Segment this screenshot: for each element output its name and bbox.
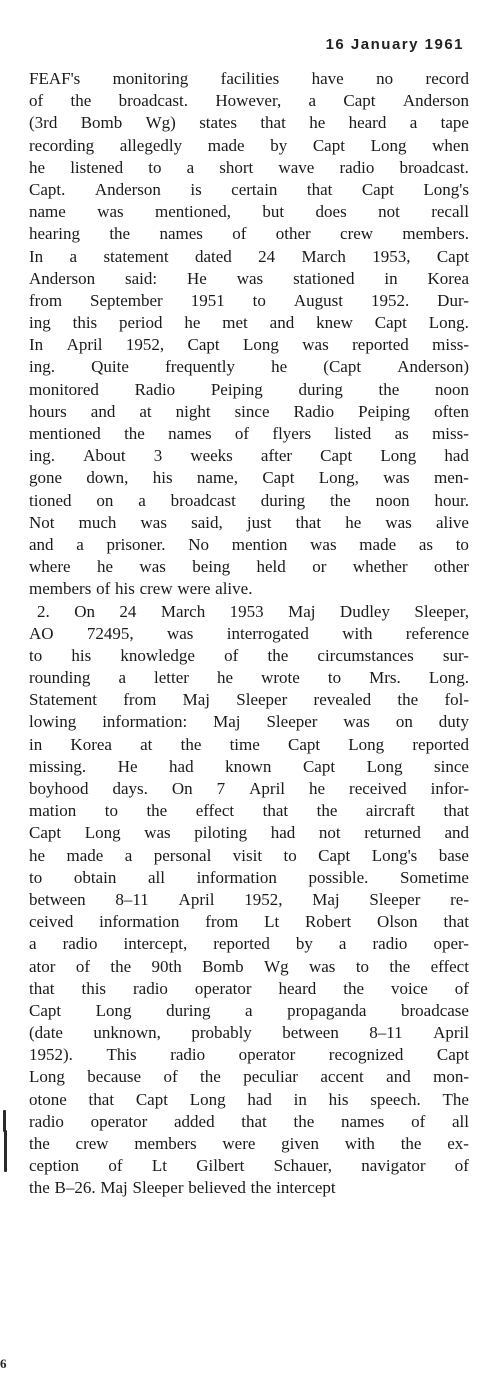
body-text xyxy=(29,68,469,1200)
text-line: (date unknown, probably between 8–11 April xyxy=(29,1023,469,1043)
text-line: Statement from Maj Sleeper revealed the fol- xyxy=(29,690,469,710)
margin-mark xyxy=(4,1130,7,1172)
text-line: hours and at night since Radio Peiping often xyxy=(29,401,469,421)
text-line: hearing the names of other crew members. xyxy=(29,224,469,244)
text-line: ception of Lt Gilbert Schauer, navigator of xyxy=(29,1156,469,1176)
text-line: of the broadcast. However, a Capt Anderson xyxy=(29,91,469,111)
document-date: 16 January 1961 xyxy=(325,36,464,53)
text-line: the B–26. Maj Sleeper believed the intercept xyxy=(29,1178,336,1198)
text-line: tioned on a broadcast during the noon hour. xyxy=(29,490,469,510)
text-line: ing. Quite frequently he (Capt Anderson) xyxy=(29,357,469,377)
margin-mark xyxy=(3,1110,6,1132)
text-line: ceived information from Lt Robert Olson that xyxy=(29,912,469,932)
text-line: Capt Long was piloting had not returned and xyxy=(29,823,469,843)
text-line: between 8–11 April 1952, Maj Sleeper re- xyxy=(29,889,469,909)
text-line: name was mentioned, but does not recall xyxy=(29,202,469,222)
text-line: to obtain all information possible. Sometime xyxy=(29,867,469,887)
text-line: ing. About 3 weeks after Capt Long had xyxy=(29,446,469,466)
text-line: 1952). This radio operator recognized Capt xyxy=(29,1045,469,1065)
text-line: recording allegedly made by Capt Long when xyxy=(29,135,469,155)
text-line: Not much was said, just that he was alive xyxy=(29,512,469,532)
text-line: missing. He had known Capt Long since xyxy=(29,756,469,776)
text-line: Capt. Anderson is certain that Capt Long's xyxy=(29,179,469,199)
text-line: the crew members were given with the ex- xyxy=(29,1134,469,1153)
text-line: and a prisoner. No mention was made as to xyxy=(29,534,469,554)
text-line: rounding a letter he wrote to Mrs. Long. xyxy=(29,668,469,688)
page-number: 6 xyxy=(0,1356,7,1371)
text-line: 2. On 24 March 1953 Maj Dudley Sleeper, xyxy=(37,601,469,621)
text-line: to his knowledge of the circumstances sur- xyxy=(29,645,469,665)
text-line: (3rd Bomb Wg) states that he heard a tape xyxy=(29,113,469,133)
text-line: that this radio operator heard the voice of xyxy=(29,978,469,998)
text-line: a radio intercept, reported by a radio oper- xyxy=(29,934,469,954)
text-line: ator of the 90th Bomb Wg was to the effect xyxy=(29,956,469,976)
text-line: members of his crew were alive. xyxy=(29,579,253,599)
text-line: FEAF's monitoring facilities have no record xyxy=(29,69,469,88)
text-line: gone down, his name, Capt Long, was men- xyxy=(29,468,469,488)
text-line: otone that Capt Long had in his speech. The xyxy=(29,1089,469,1109)
text-line: mation to the effect that the aircraft that xyxy=(29,801,469,821)
text-line: where he was being held or whether other xyxy=(29,557,469,577)
text-line: In April 1952, Capt Long was reported miss- xyxy=(29,335,469,355)
text-line: AO 72495, was interrogated with reference xyxy=(29,623,469,643)
text-line: Capt Long during a propaganda broadcase xyxy=(29,1000,469,1020)
text-line: boyhood days. On 7 April he received infor- xyxy=(29,779,469,798)
text-line: lowing information: Maj Sleeper was on duty xyxy=(29,712,469,732)
text-line: ing this period he met and knew Capt Long. xyxy=(29,313,469,333)
text-line: radio operator added that the names of all xyxy=(29,1111,469,1131)
text-line: he listened to a short wave radio broadcast. xyxy=(29,157,469,177)
text-line: from September 1951 to August 1952. Dur- xyxy=(29,290,469,310)
text-line: Long because of the peculiar accent and mon- xyxy=(29,1067,469,1087)
text-line: mentioned the names of flyers listed as miss- xyxy=(29,424,469,443)
text-line: monitored Radio Peiping during the noon xyxy=(29,379,469,399)
text-line: Anderson said: He was stationed in Korea xyxy=(29,268,469,288)
text-line: in Korea at the time Capt Long reported xyxy=(29,734,469,754)
text-line: In a statement dated 24 March 1953, Capt xyxy=(29,246,469,266)
text-line: he made a personal visit to Capt Long's base xyxy=(29,845,469,865)
